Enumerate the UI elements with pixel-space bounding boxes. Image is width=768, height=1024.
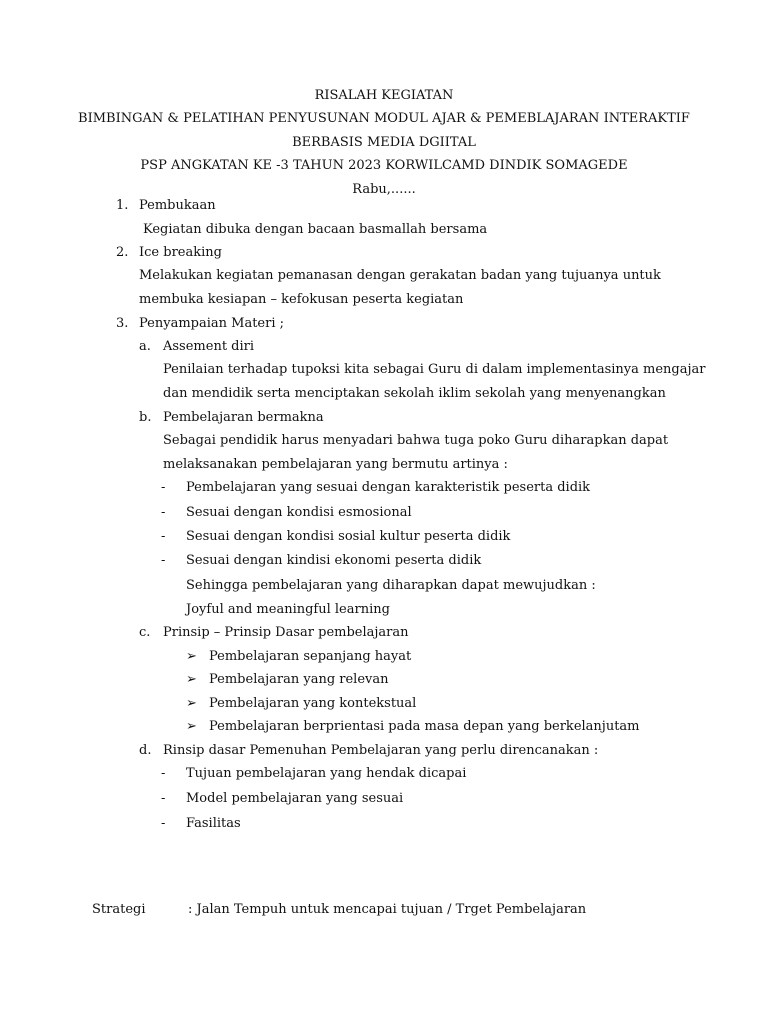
subsection-d-title: Rinsip dasar Pemenuhan Pembelajaran yang perlu direncanakan : — [163, 743, 599, 758]
document-date: Rabu,...... — [352, 182, 416, 197]
subsection-c-list-item-4: Pembelajaran berprientasi pada masa depan yang berkelanjutam — [209, 719, 640, 734]
subsection-d-letter: d. — [139, 743, 152, 758]
section-2-number: 2. — [116, 245, 129, 260]
subsection-a-letter: a. — [139, 339, 151, 354]
subsection-c-list-item-1: Pembelajaran sepanjang hayat — [209, 649, 412, 664]
dash-bullet-icon: - — [161, 816, 166, 831]
dash-bullet-icon: - — [161, 480, 166, 495]
document-subtitle-line-2: BERBASIS MEDIA DGIITAL — [292, 135, 476, 150]
subsection-d-list-item-3: Fasilitas — [186, 816, 241, 831]
subsection-a-title: Assement diri — [163, 339, 255, 354]
section-1-title: Pembukaan — [139, 198, 216, 213]
subsection-b-list-item-4: Sesuai dengan kindisi ekonomi peserta didik — [186, 553, 482, 568]
arrow-bullet-icon: ➢ — [186, 696, 197, 711]
document-subtitle-line-3: PSP ANGKATAN KE -3 TAHUN 2023 KORWILCAMD DINDIK SOMAGEDE — [140, 158, 628, 173]
subsection-c-title: Prinsip – Prinsip Dasar pembelajaran — [163, 625, 409, 640]
section-2-body-line-1: Melakukan kegiatan pemanasan dengan gerakatan badan yang tujuanya untuk — [139, 268, 661, 283]
subsection-b-letter: b. — [139, 410, 152, 425]
subsection-b-body-line-1: Sebagai pendidik harus menyadari bahwa tuga poko Guru diharapkan dapat — [163, 433, 669, 448]
subsection-b-title: Pembelajaran bermakna — [163, 410, 324, 425]
section-2-body-line-2: membuka kesiapan – kefokusan peserta kegiatan — [139, 292, 464, 307]
arrow-bullet-icon: ➢ — [186, 649, 197, 664]
subsection-d-list-item-2: Model pembelajaran yang sesuai — [186, 791, 404, 806]
dash-bullet-icon: - — [161, 505, 166, 520]
strategy-definition: : Jalan Tempuh untuk mencapai tujuan / Trget Pembelajaran — [188, 902, 587, 917]
subsection-a-body-line-1: Penilaian terhadap tupoksi kita sebagai Guru di dalam implementasinya mengajar — [163, 362, 706, 377]
subsection-c-list-item-3: Pembelajaran yang kontekstual — [209, 696, 417, 711]
subsection-b-list-item-3: Sesuai dengan kondisi sosial kultur peserta didik — [186, 529, 511, 544]
subsection-c-list-item-2: Pembelajaran yang relevan — [209, 672, 389, 687]
section-3-number: 3. — [116, 316, 129, 331]
dash-bullet-icon: - — [161, 529, 166, 544]
subsection-b-body-line-2: melaksanakan pembelajaran yang bermutu artinya : — [163, 457, 508, 472]
strategy-definition-row — [92, 902, 586, 918]
subsection-a-body-line-2: dan mendidik serta menciptakan sekolah iklim sekolah yang menyenangkan — [163, 386, 666, 401]
subsection-d-list-item-1: Tujuan pembelajaran yang hendak dicapai — [186, 766, 467, 781]
subsection-b-after-line-2: Joyful and meaningful learning — [186, 602, 390, 617]
document-title: RISALAH KEGIATAN — [314, 88, 454, 103]
subsection-b-after-line-1: Sehingga pembelajaran yang diharapkan dapat mewujudkan : — [186, 578, 596, 593]
section-3-title: Penyampaian Materi ; — [139, 316, 284, 331]
dash-bullet-icon: - — [161, 766, 166, 781]
document-subtitle-line-1: BIMBINGAN & PELATIHAN PENYUSUNAN MODUL AJAR & PEMEBLAJARAN INTERAKTIF — [78, 111, 690, 126]
subsection-b-list-item-2: Sesuai dengan kondisi esmosional — [186, 505, 412, 520]
section-1-body-line-1: Kegiatan dibuka dengan bacaan basmallah bersama — [143, 222, 488, 237]
section-1-number: 1. — [116, 198, 129, 213]
subsection-c-letter: c. — [139, 625, 151, 640]
dash-bullet-icon: - — [161, 791, 166, 806]
strategy-term: Strategi — [92, 902, 146, 917]
arrow-bullet-icon: ➢ — [186, 672, 197, 687]
arrow-bullet-icon: ➢ — [186, 719, 197, 734]
subsection-b-list-item-1: Pembelajaran yang sesuai dengan karakteristik peserta didik — [186, 480, 591, 495]
section-2-title: Ice breaking — [139, 245, 222, 260]
dash-bullet-icon: - — [161, 553, 166, 568]
